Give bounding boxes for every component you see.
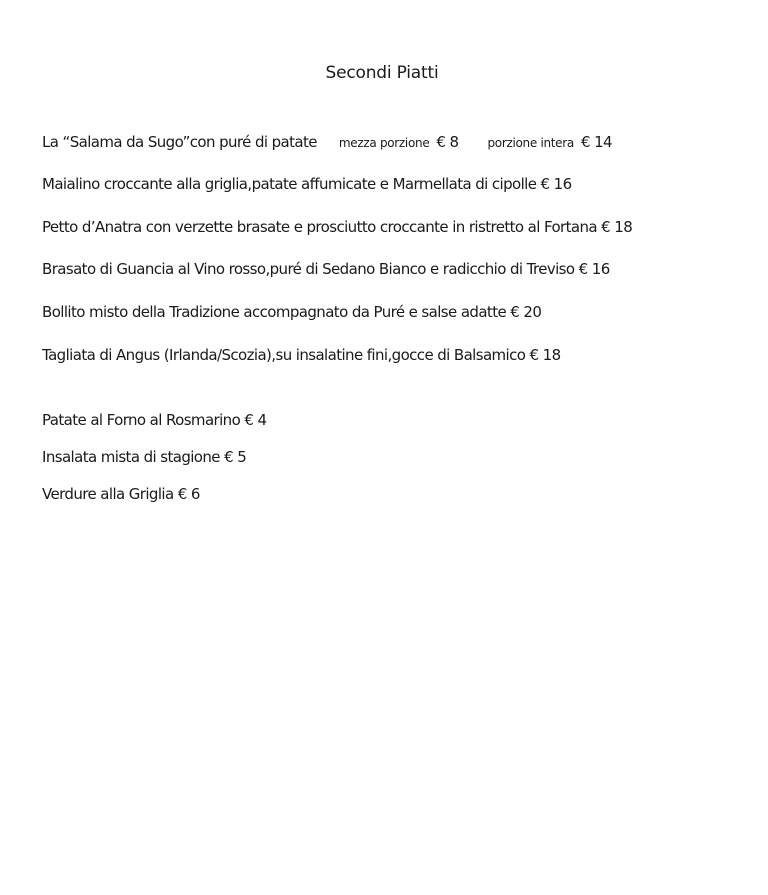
- menu-item: Petto d’Anatra con verzette brasate e prosciutto croccante in ristretto al Fortana € 18: [42, 218, 633, 236]
- side-item: Insalata mista di stagione € 5: [42, 448, 247, 466]
- full-portion-label: porzione intera: [487, 136, 574, 150]
- menu-item: Maialino croccante alla griglia,patate affumicate e Marmellata di cipolle € 16: [42, 175, 572, 193]
- half-portion-label: mezza porzione: [338, 136, 430, 150]
- side-item: Patate al Forno al Rosmarino € 4: [42, 411, 267, 429]
- side-item: Verdure alla Griglia € 6: [42, 485, 200, 503]
- menu-item: Brasato di Guancia al Vino rosso,puré di Sedano Bianco e radicchio di Treviso € 16: [42, 260, 610, 278]
- half-portion-price: € 8: [436, 133, 459, 151]
- menu-item: Bollito misto della Tradizione accompagnato da Puré e salse adatte € 20: [42, 303, 542, 321]
- menu-title: Secondi Piatti: [325, 63, 439, 83]
- menu-item-text: La “Salama da Sugo”con puré di patate: [42, 133, 317, 151]
- full-portion-price: € 14: [580, 133, 612, 151]
- menu-item-salama: [42, 133, 612, 151]
- menu-item: Tagliata di Angus (Irlanda/Scozia),su insalatine fini,gocce di Balsamico € 18: [42, 346, 561, 364]
